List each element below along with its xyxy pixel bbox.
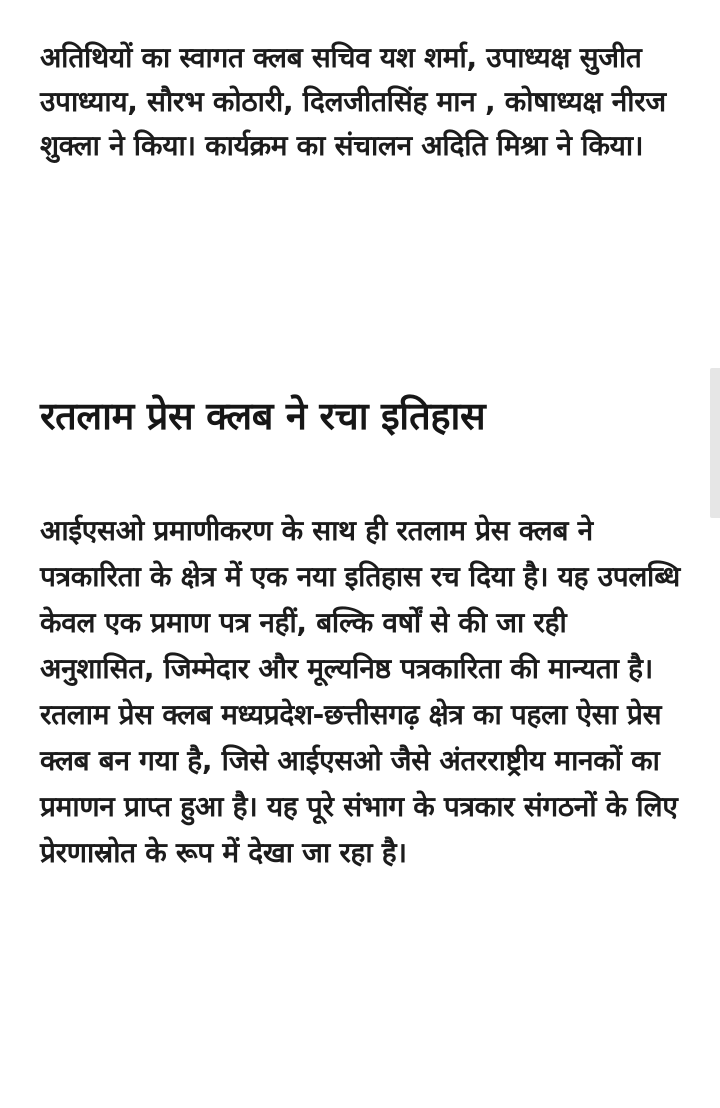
intro-paragraph: अतिथियों का स्वागत क्लब सचिव यश शर्मा, उपाध्यक्ष सुजीत उपाध्याय, सौरभ कोठारी, दिलजीतसिंह मान , कोषाध्यक्ष नीरज शुक्ला ने किया। कार्यक्रम का संचालन अदिति मिश्रा ने किया। [40, 41, 666, 162]
body-paragraph: आईएसओ प्रमाणीकरण के साथ ही रतलाम प्रेस क्लब ने पत्रकारिता के क्षेत्र में एक नया इतिहास रच दिया है। यह उपलब्धि केवल एक प्रमाण पत्र नहीं, बल्कि वर्षों से की जा रही अनुशासित, जिम्मेदार और मूल्यनिष्ठ पत्रकारिता की मान्यता है। रतलाम प्रेस क्लब मध्यप्रदेश-छत्तीसगढ़ क्षेत्र का पहला ऐसा प्रेस क्लब बन गया है, जिसे आईएसओ जैसे अंतरराष्ट्रीय मानकों का प्रमाणन प्राप्त हुआ है। यह पूरे संभाग के पत्रकार संगठनों के लिए प्रेरणास्रोत के रूप में देखा जा रहा है। [40, 514, 680, 869]
scrollbar-thumb[interactable] [710, 368, 720, 518]
section-heading: रतलाम प्रेस क्लब ने रचा इतिहास [40, 394, 486, 438]
